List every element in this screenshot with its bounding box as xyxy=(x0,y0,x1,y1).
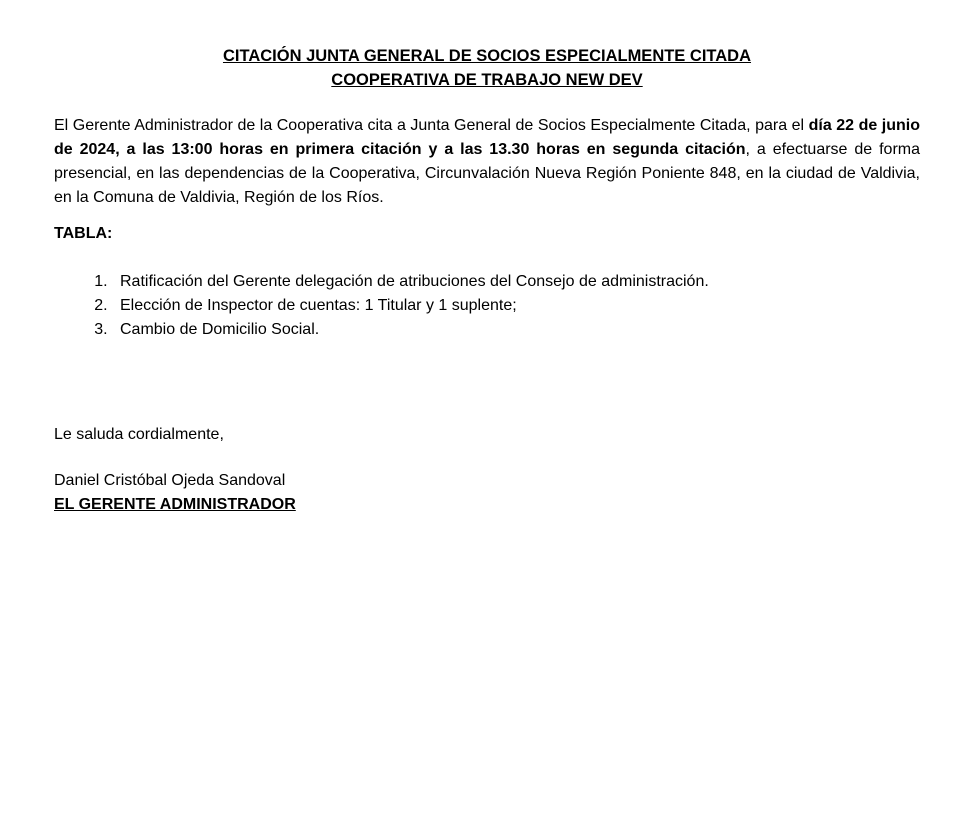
signature-name: Daniel Cristóbal Ojeda Sandoval xyxy=(54,472,286,489)
document-title xyxy=(54,44,920,92)
closing-salutation: Le saluda cordialmente, xyxy=(54,426,224,443)
title-line-1: CITACIÓN JUNTA GENERAL DE SOCIOS ESPECIALMENTE CITADA xyxy=(222,47,752,65)
intro-paragraph-part1: El Gerente Administrador de la Cooperativa cita a Junta General de Socios Especialmente Citada, para el xyxy=(54,117,809,134)
intro-paragraph xyxy=(54,114,920,210)
agenda-item-2: 2. Elección de Inspector de cuentas: 1 Titular y 1 suplente; xyxy=(112,294,920,318)
title-line-2: COOPERATIVA DE TRABAJO NEW DEV xyxy=(331,71,643,89)
agenda-heading: TABLA: xyxy=(54,225,113,242)
intro-paragraph-part3: , a efectuarse de forma presencial, en las dependencias de la Cooperativa, Circunvalación Nueva Región Poniente 848, en la ciudad de Valdivia, en la Comuna de Valdivia, Región de los Ríos. xyxy=(54,141,920,206)
agenda-list xyxy=(54,270,920,342)
intro-paragraph-bold-date: día 22 de junio de 2024, a las 13:00 horas en primera citación y a las 13.30 horas en segunda citación xyxy=(54,117,920,158)
agenda-item-1: 1. Ratificación del Gerente delegación de atribuciones del Consejo de administración. xyxy=(112,270,920,294)
signature-title: EL GERENTE ADMINISTRADOR xyxy=(54,496,296,513)
agenda-item-3: 3. Cambio de Domicilio Social. xyxy=(112,318,920,342)
